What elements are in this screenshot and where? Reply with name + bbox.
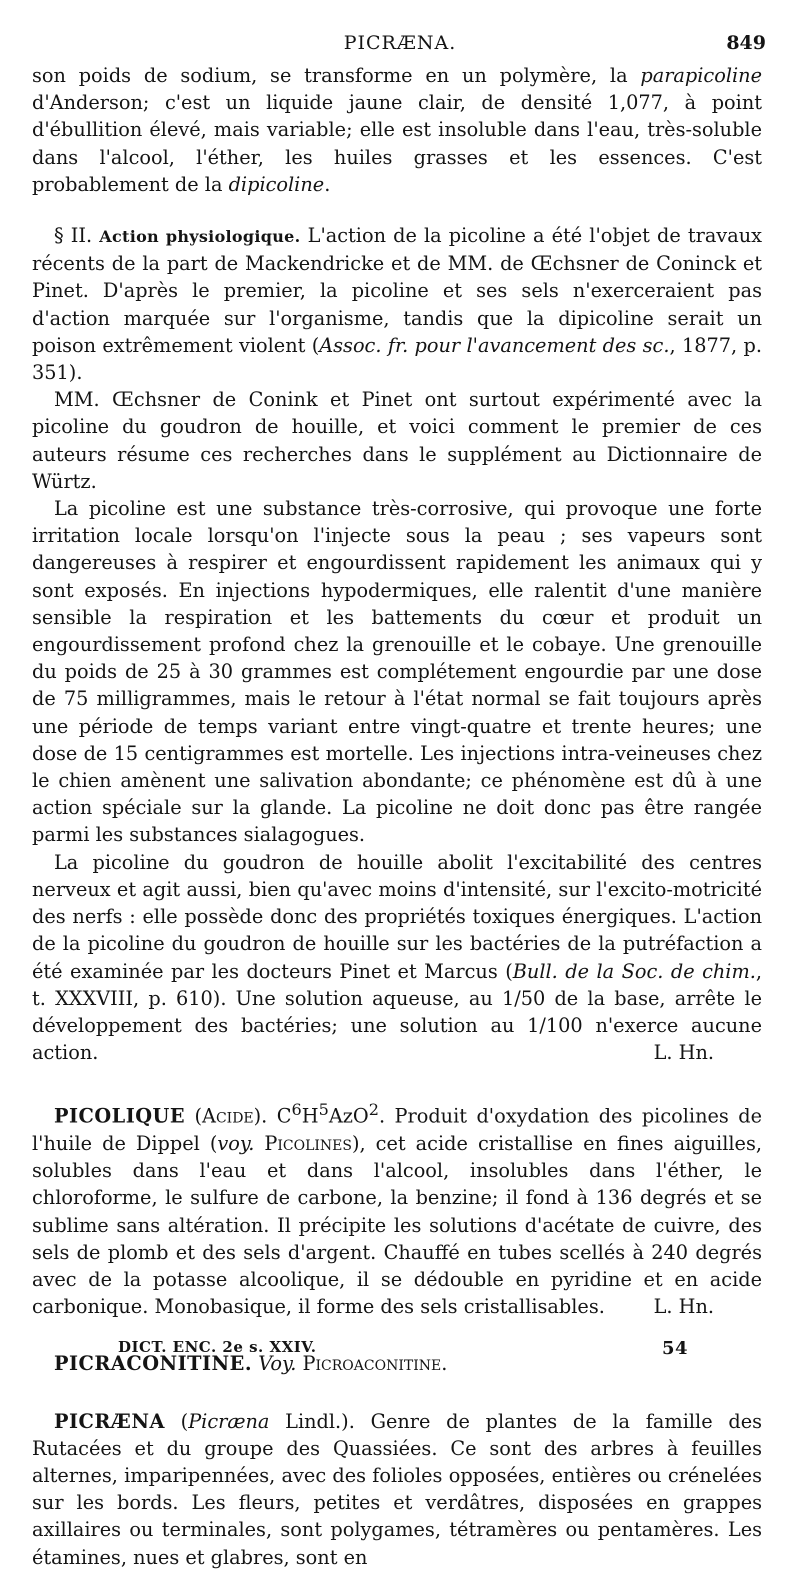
signature-mark: DICT. ENC. 2e s. XXIV. (118, 1338, 317, 1356)
paragraph-corrosive: La picoline est une substance très-corrosive, qui provoque une forte irritation locale lorsqu'on l'injecte sous la peau ; ses vapeurs sont dangereuses à respirer et engourdissent rapidement les animaux qui y sont exposés. En injections hypodermiques, elle ralentit d'une manière sensible la respiration et les battements du cœur et produit un engourdissement profond chez la grenouille et le cobaye. Une grenouille du poids de 25 à 30 grammes est complétement engourdie par une dose de 75 milligrammes, mais le retour à l'état normal se fait toujours après une période de temps variant entre vingt-quatre et trente heures; une dose de 15 centigrammes est mortelle. Les injections intra-veineuses chez le chien amènent une salivation abondante; ce phénomène est dû à une action spéciale sur la glande. La picoline ne doit donc pas être rangée parmi les substances sialagogues. (32, 497, 762, 847)
paragraph-excitabilite: La picoline du goudron de houille abolit l'excitabilité des centres nerveux et agit aussi, bien qu'avec moins d'intensité, sur l'excito-motricité des nerfs : elle possède donc des propriétés toxiques énergiques. L'action de la picoline du goudron de houille sur les bactéries de la putréfaction a été examinée par les docteurs Pinet et Marcus (Bull. de la Soc. de chim., t. XXXVIII, p. 610). Une solution aqueuse, au 1/50 de la base, arrête le développement des bactéries; une solution au 1/100 n'exerce aucune action. L. Hn. (32, 849, 762, 1067)
entry-term: PICRÆNA (54, 1409, 165, 1433)
running-header (32, 32, 768, 58)
entry-picraena: PICRÆNA (Picræna Lindl.). Genre de plantes de la famille des Rutacées et du groupe des Quassiées. Ce sont des arbres à feuilles alternes, imparipennées, avec des folioles opposées, entières ou crénelées sur les bords. Les fleurs, petites et verdâtres, disposées en grappes axillaires ou terminales, sont polygames, tétramères ou pentamères. Les étamines, nues et glabres, sont en (32, 1409, 763, 1569)
sheet-number: 54 (661, 1338, 688, 1359)
section-action-physiologique: § II. Action physiologique. L'action de la picoline a été l'objet de travaux récents de la part de Mackendricke et de MM. de Œchsner de Coninck et Pinet. D'après le premier, la picoline et ses sels n'exerceraient pas d'action marquée sur l'organisme, tandis que la dipicoline serait un poison extrêmement violent (Assoc. fr. pour l'avancement des sc., 1877, p. 351). (32, 224, 762, 385)
author-signature: L. Hn. (653, 1295, 714, 1319)
entry-picraconitine: PICRACONITINE. Voy. Picroaconitine. (54, 1352, 448, 1376)
paragraph-oechsner: MM. Œchsner de Conink et Pinet ont surtout expérimenté avec la picoline du goudron de houille, et voici comment le premier de ces auteurs résume ces recherches dans le supplément au Dictionnaire de Würtz. (32, 388, 762, 493)
page-number: 849 (726, 32, 766, 54)
entry-term: PICRACONITINE. (54, 1352, 253, 1376)
page-footer (118, 1338, 688, 1359)
paragraph-parapicoline: son poids de sodium, se transforme en un polymère, la parapicoline d'Anderson; c'est un liquide jaune clair, de densité 1,077, à point d'ébullition élevé, mais variable; elle est insoluble dans l'eau, très-soluble dans l'alcool, l'éther, les huiles grasses et les essences. C'est probablement de la dipicoline. (32, 64, 762, 196)
entry-picolique: PICOLIQUE (Acide). $C^6H^5AzO^2$. Produit d'oxydation des picolines de l'huile de Dippel (voy. Picolines), cet acide cristallise en fines aiguilles, solubles dans l'eau et dans l'alcool, insolubles dans l'éther, le chloroforme, le sulfure de carbone, la benzine; il fond à 136 degrés et se sublime sans altération. Il précipite les solutions d'acétate de cuivre, des sels de plomb et des sels d'argent. Chauffé en tubes scellés à 240 degrés avec de la potasse alcoolique, il se dédouble en pyridine et en acide carbonique. Monobasique, il forme des sels cristallisables. L. Hn. (32, 1096, 762, 1320)
author-signature: L. Hn. (653, 1041, 714, 1065)
section-heading: Action physiologique. (99, 227, 301, 247)
section-number: § II. (54, 224, 93, 248)
entry-term: PICOLIQUE (54, 1104, 186, 1128)
running-title: PICRÆNA. (343, 32, 457, 54)
